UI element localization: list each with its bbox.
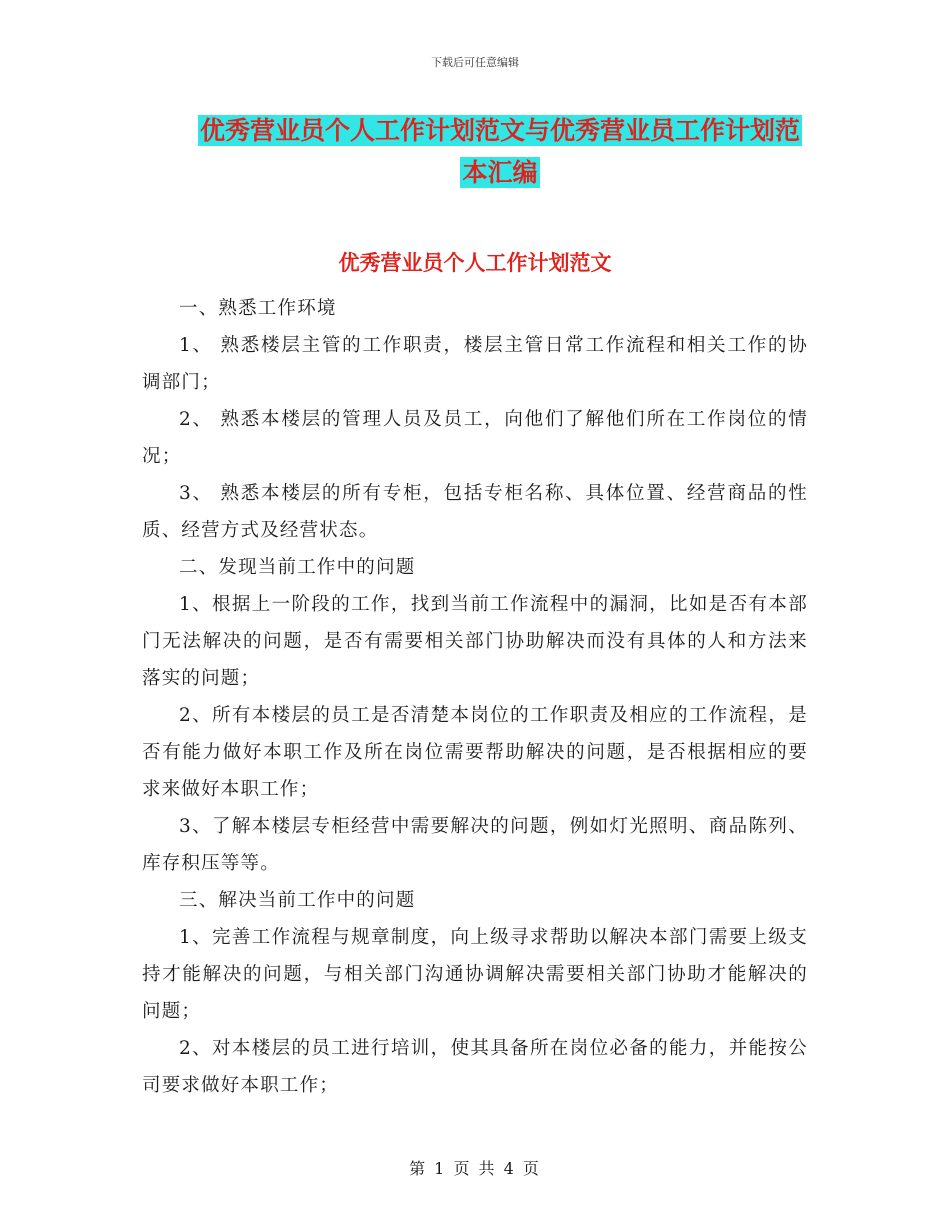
body-content [142, 290, 808, 1104]
page-footer: 第 1 页 共 4 页 [409, 1159, 541, 1178]
paragraph: 1、完善工作流程与规章制度，向上级寻求帮助以解决本部门需要上级支持才能解决的问题，与相关部门沟通协调解决需要相关部门协助才能解决的问题； [142, 927, 808, 1022]
main-title [190, 110, 810, 194]
header-note: 下载后可任意编辑 [431, 56, 519, 69]
paragraph: 3、 熟悉本楼层的所有专柜，包括专柜名称、具体位置、经营商品的性质、经营方式及经营状态。 [142, 483, 808, 541]
paragraph: 2、 熟悉本楼层的管理人员及员工，向他们了解他们所在工作岗位的情况； [142, 409, 808, 467]
paragraph: 2、对本楼层的员工进行培训，使其具备所在岗位必备的能力，并能按公司要求做好本职工作； [142, 1038, 808, 1096]
paragraph: 一、熟悉工作环境 [179, 298, 337, 319]
section-title: 优秀营业员个人工作计划范文 [338, 251, 612, 275]
paragraph: 3、了解本楼层专柜经营中需要解决的问题，例如灯光照明、商品陈列、库存积压等等。 [142, 816, 808, 874]
main-title-text: 优秀营业员个人工作计划范文与优秀营业员工作计划范本汇编 [199, 116, 800, 187]
paragraph: 二、发现当前工作中的问题 [179, 557, 416, 578]
paragraph: 三、解决当前工作中的问题 [179, 890, 416, 911]
paragraph: 1、根据上一阶段的工作，找到当前工作流程中的漏洞，比如是否有本部门无法解决的问题，是否有需要相关部门协助解决而没有具体的人和方法来落实的问题； [142, 594, 808, 689]
paragraph: 1、 熟悉楼层主管的工作职责，楼层主管日常工作流程和相关工作的协调部门； [142, 335, 808, 393]
paragraph: 2、所有本楼层的员工是否清楚本岗位的工作职责及相应的工作流程，是否有能力做好本职工作及所在岗位需要帮助解决的问题，是否根据相应的要求来做好本职工作； [142, 705, 808, 800]
